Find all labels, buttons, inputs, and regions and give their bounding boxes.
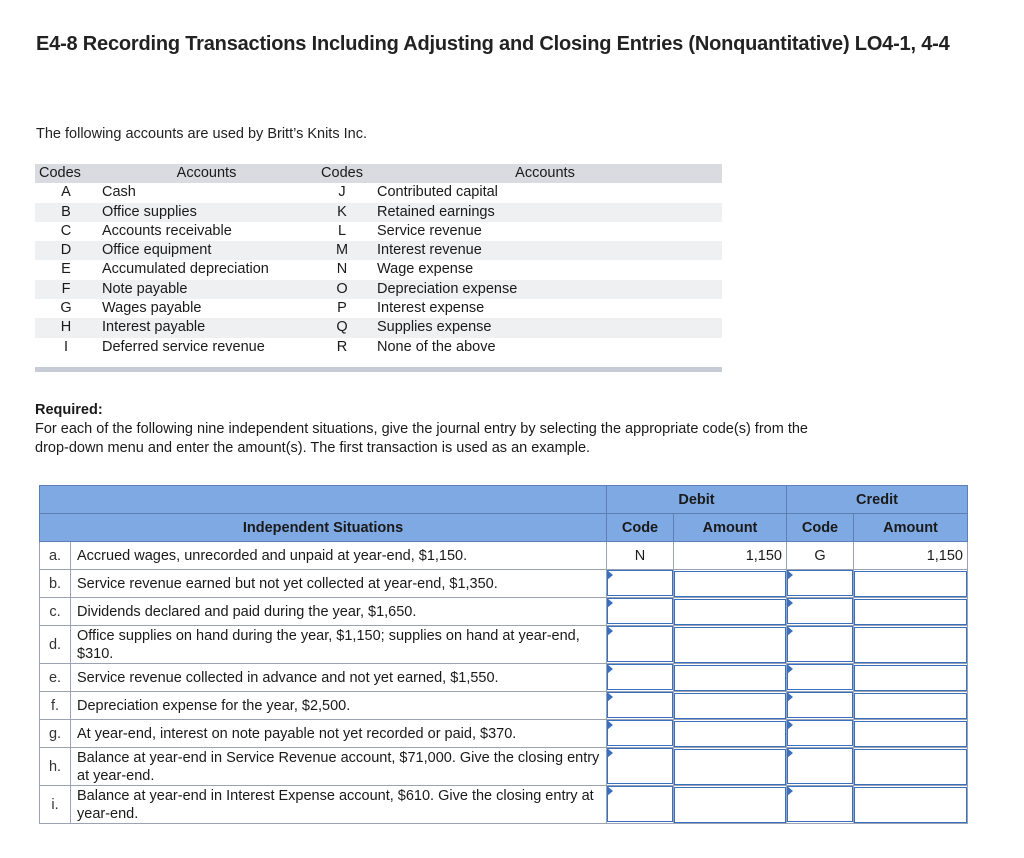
legend-code: R [336, 338, 348, 355]
legend-account: Retained earnings [368, 203, 722, 222]
credit-header: Credit [787, 486, 968, 514]
legend-code: P [337, 300, 347, 317]
credit-amount-input[interactable] [854, 693, 967, 719]
dropdown-arrow-icon [787, 598, 793, 608]
situation-text: Office supplies on hand during the year, $1,150; supplies on hand at year-end, $310. [71, 626, 607, 664]
legend-row [35, 318, 722, 337]
table-row [40, 748, 968, 786]
debit-amount-input[interactable] [674, 599, 786, 625]
legend-code: I [63, 338, 69, 355]
situation-text: Depreciation expense for the year, $2,500. [71, 692, 607, 720]
legend-header [35, 164, 722, 183]
credit-code-dropdown[interactable] [787, 720, 853, 746]
legend-code: M [316, 241, 368, 260]
situations-header: Independent Situations [40, 514, 607, 542]
credit-code-dropdown[interactable] [787, 664, 853, 690]
legend-account: Wages payable [102, 300, 202, 317]
credit-code-dropdown[interactable] [787, 692, 853, 718]
debit-code-dropdown[interactable] [607, 626, 673, 662]
legend-account: Cash [102, 184, 136, 201]
legend-account: None of the above [377, 338, 496, 355]
debit-amount-header: Amount [674, 514, 787, 542]
credit-code-dropdown[interactable] [787, 598, 853, 624]
table-row [40, 786, 968, 824]
debit-amount-input[interactable] [674, 665, 786, 691]
situation-label: e. [40, 664, 71, 692]
situation-label: f. [40, 692, 71, 720]
legend-code: A [61, 184, 71, 201]
legend-account: Accumulated depreciation [102, 261, 269, 278]
debit-code-dropdown[interactable] [607, 748, 673, 784]
legend-row [35, 241, 722, 260]
legend-code: J [338, 184, 346, 201]
legend-accounts-header: Accounts [97, 164, 316, 183]
credit-amount-input[interactable] [854, 599, 967, 625]
legend-codes-header: Codes [35, 164, 97, 183]
journal-header-row-2 [40, 514, 968, 542]
situation-text: Accrued wages, unrecorded and unpaid at year-end, $1,150. [71, 542, 607, 570]
legend-accounts-header-2: Accounts [368, 164, 722, 183]
credit-code-dropdown[interactable] [787, 626, 853, 662]
credit-amount-input[interactable] [854, 627, 967, 663]
situation-label: h. [40, 748, 71, 786]
dropdown-arrow-icon [607, 692, 613, 702]
credit-code-dropdown[interactable] [787, 786, 853, 822]
dropdown-arrow-icon [607, 748, 613, 758]
legend-code: L [337, 222, 347, 239]
debit-amount-input[interactable] [674, 693, 786, 719]
legend-code: N [336, 261, 348, 278]
required-title: Required: [35, 402, 103, 418]
dropdown-arrow-icon [607, 626, 613, 636]
debit-amount-input[interactable] [674, 627, 786, 663]
legend-account: Interest expense [377, 300, 485, 317]
situation-label: c. [40, 598, 71, 626]
accounts-legend [35, 164, 722, 357]
legend-code: G [60, 300, 72, 317]
situation-label: a. [40, 542, 71, 570]
table-row [40, 570, 968, 598]
table-row [40, 626, 968, 664]
legend-account: Wage expense [377, 261, 474, 278]
situation-text: At year-end, interest on note payable not yet recorded or paid, $370. [71, 720, 607, 748]
legend-account: Office supplies [97, 203, 316, 222]
legend-code: E [61, 261, 71, 278]
dropdown-arrow-icon [787, 720, 793, 730]
legend-account: Service revenue [377, 222, 482, 239]
credit-code-header: Code [787, 514, 854, 542]
dropdown-arrow-icon [787, 692, 793, 702]
credit-amount-input[interactable] [854, 749, 967, 785]
debit-code-dropdown[interactable] [607, 692, 673, 718]
legend-account: Contributed capital [377, 184, 498, 201]
dropdown-arrow-icon [787, 626, 793, 636]
debit-code-dropdown[interactable] [607, 598, 673, 624]
dropdown-arrow-icon [787, 786, 793, 796]
legend-code: K [316, 203, 368, 222]
legend-account: Supplies expense [368, 318, 722, 337]
legend-code: B [35, 203, 97, 222]
legend-account: Accounts receivable [102, 222, 232, 239]
debit-header: Debit [607, 486, 787, 514]
credit-amount-value: 1,150 [854, 542, 968, 570]
debit-code-value: N [607, 542, 674, 570]
legend-codes-header-2: Codes [316, 164, 368, 183]
table-row [40, 692, 968, 720]
debit-code-dropdown[interactable] [607, 664, 673, 690]
legend-row [35, 203, 722, 222]
journal-header-blank [40, 486, 607, 514]
legend-account: Deferred service revenue [102, 338, 265, 355]
situation-label: d. [40, 626, 71, 664]
legend-row [35, 299, 722, 318]
table-row [40, 664, 968, 692]
dropdown-arrow-icon [607, 786, 613, 796]
legend-account: Office equipment [97, 241, 316, 260]
situation-text: Service revenue collected in advance and not yet earned, $1,550. [71, 664, 607, 692]
situation-label: i. [40, 786, 71, 824]
debit-code-dropdown[interactable] [607, 570, 673, 596]
legend-row [35, 338, 722, 357]
debit-amount-input[interactable] [674, 571, 786, 597]
legend-account: Depreciation expense [368, 280, 722, 299]
dropdown-arrow-icon [787, 570, 793, 580]
situation-text: Service revenue earned but not yet collected at year-end, $1,350. [71, 570, 607, 598]
dropdown-arrow-icon [607, 664, 613, 674]
credit-amount-input[interactable] [854, 721, 967, 747]
legend-code: D [35, 241, 97, 260]
dropdown-arrow-icon [787, 664, 793, 674]
legend-account: Interest revenue [368, 241, 722, 260]
legend-row [35, 183, 722, 202]
credit-amount-input[interactable] [854, 665, 967, 691]
debit-amount-input[interactable] [674, 787, 786, 823]
intro-text: The following accounts are used by Britt’s Knits Inc. [36, 126, 367, 142]
dropdown-arrow-icon [607, 570, 613, 580]
table-row [40, 598, 968, 626]
required-text: For each of the following nine independent situations, give the journal entry by selecting the appropriate code(s) from the drop-down menu and enter the amount(s). The first transaction is used as an example. [35, 421, 808, 456]
legend-row [35, 260, 722, 279]
credit-amount-header: Amount [854, 514, 968, 542]
debit-amount-input[interactable] [674, 749, 786, 785]
credit-amount-input[interactable] [854, 571, 967, 597]
debit-code-header: Code [607, 514, 674, 542]
debit-amount-input[interactable] [674, 721, 786, 747]
dropdown-arrow-icon [607, 720, 613, 730]
legend-code: F [35, 280, 97, 299]
situation-text: Balance at year-end in Service Revenue account, $71,000. Give the closing entry at year-end. [71, 748, 607, 786]
credit-code-value: G [787, 542, 854, 570]
journal-header-row-1 [40, 486, 968, 514]
situation-label: b. [40, 570, 71, 598]
credit-amount-input[interactable] [854, 787, 967, 823]
table-row [40, 542, 968, 570]
credit-code-dropdown[interactable] [787, 570, 853, 596]
legend-code: H [35, 318, 97, 337]
journal-entry-table [39, 485, 968, 824]
legend-code: Q [316, 318, 368, 337]
legend-code: O [316, 280, 368, 299]
legend-account: Note payable [97, 280, 316, 299]
situation-text: Balance at year-end in Interest Expense account, $610. Give the closing entry at year-end. [71, 786, 607, 824]
situation-text: Dividends declared and paid during the year, $1,650. [71, 598, 607, 626]
legend-code: C [60, 222, 72, 239]
table-row [40, 720, 968, 748]
debit-amount-value: 1,150 [674, 542, 787, 570]
page-title: E4-8 Recording Transactions Including Adjusting and Closing Entries (Nonquantitative) LO4-1, 4-4 [36, 33, 950, 55]
legend-divider [35, 367, 722, 372]
legend-row [35, 222, 722, 241]
dropdown-arrow-icon [787, 748, 793, 758]
debit-code-dropdown[interactable] [607, 720, 673, 746]
legend-row [35, 280, 722, 299]
dropdown-arrow-icon [607, 598, 613, 608]
debit-code-dropdown[interactable] [607, 786, 673, 822]
credit-code-dropdown[interactable] [787, 748, 853, 784]
legend-account: Interest payable [97, 318, 316, 337]
required-section [35, 401, 835, 458]
situation-label: g. [40, 720, 71, 748]
